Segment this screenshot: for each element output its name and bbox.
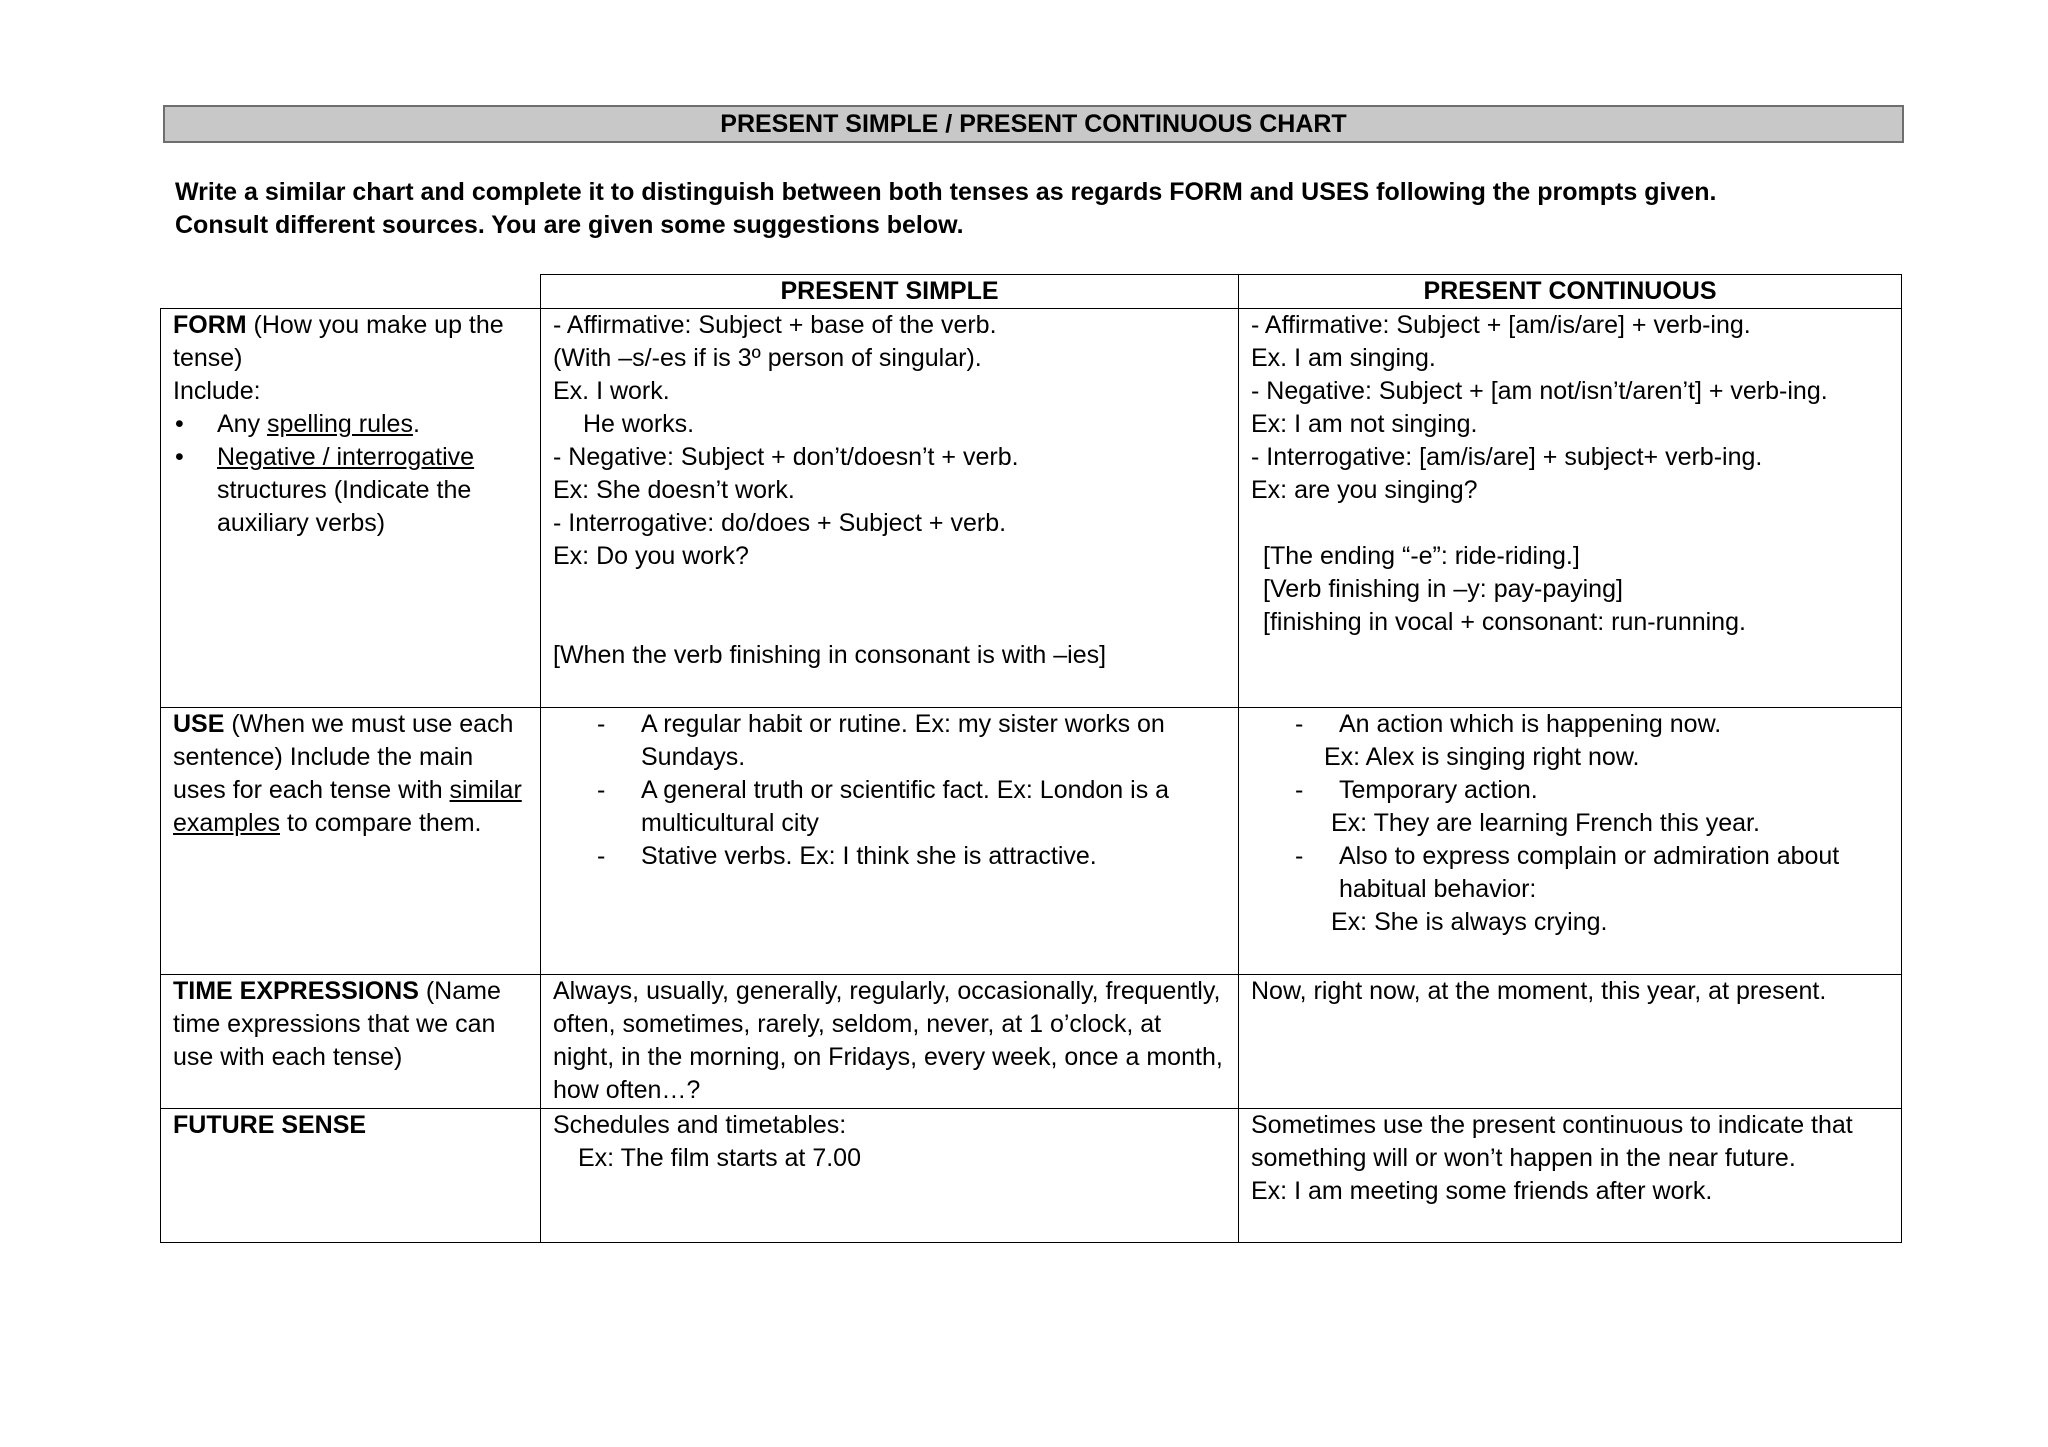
dash-icon: -: [1295, 710, 1304, 738]
form-continuous-cell: [1239, 309, 1902, 708]
use-simple-text: A general truth or scientific fact. Ex: London is a multicultural city: [641, 776, 1170, 837]
use-simple-list: [553, 708, 1226, 873]
use-simple-cell: [541, 708, 1239, 975]
use-label-rest: (When we must use each sentence): [173, 710, 514, 771]
form-continuous-line: [The ending “-e”: ride-riding.]: [1263, 542, 1580, 570]
use-continuous-text: Temporary action.: [1339, 776, 1538, 804]
header-blank-cell: [161, 275, 541, 309]
future-continuous-line: Sometimes use the present continuous to indicate that: [1251, 1111, 1853, 1139]
future-continuous-line: something will or won’t happen in the near future.: [1251, 1144, 1796, 1172]
form-simple-line: (With –s/-es if is 3º person of singular).: [553, 344, 982, 372]
future-label-bold: FUTURE SENSE: [173, 1111, 367, 1139]
form-continuous-line: [finishing in vocal + consonant: run-running.: [1263, 608, 1746, 636]
spacer: [1251, 507, 1889, 540]
form-label-rest: (How you make up the tense): [173, 311, 504, 372]
form-row: [161, 309, 1902, 708]
dash-icon: -: [597, 776, 606, 804]
time-label-cell: [161, 975, 541, 1109]
use-label-line3-post: to compare them.: [280, 809, 482, 837]
form-bullet-item: [173, 441, 528, 540]
dash-icon: -: [1295, 842, 1304, 870]
form-label-cell: [161, 309, 541, 708]
time-label-bold: TIME EXPRESSIONS: [173, 977, 419, 1005]
header-present-continuous: PRESENT CONTINUOUS: [1239, 275, 1902, 309]
dash-icon: -: [1295, 776, 1304, 804]
use-continuous-list: [1251, 774, 1889, 807]
bullet-icon: •: [175, 410, 184, 438]
use-continuous-list: [1251, 708, 1889, 741]
bullet-icon: •: [175, 443, 184, 471]
time-continuous-text: Now, right now, at the moment, this year, at present.: [1251, 977, 1827, 1005]
form-simple-line: - Negative: Subject + don’t/doesn’t + verb.: [553, 443, 1019, 471]
future-continuous-line: Ex: I am meeting some friends after work.: [1251, 1177, 1713, 1205]
use-simple-text: Stative verbs. Ex: I think she is attractive.: [641, 842, 1097, 870]
future-simple-line: Schedules and timetables:: [553, 1111, 847, 1139]
bullet-text: Any: [217, 410, 268, 438]
use-simple-text: A regular habit or rutine. Ex: my sister works on Sundays.: [641, 710, 1165, 771]
spacer: [553, 573, 1226, 606]
use-row: [161, 708, 1902, 975]
use-continuous-example: Ex: They are learning French this year.: [1331, 809, 1760, 837]
use-simple-item: [553, 840, 1226, 873]
use-continuous-example: Ex: Alex is singing right now.: [1324, 743, 1640, 771]
form-simple-line: He works.: [583, 410, 695, 438]
form-continuous-line: - Affirmative: Subject + [am/is/are] + verb-ing.: [1251, 311, 1751, 339]
use-simple-item: [553, 708, 1226, 774]
use-continuous-example: Ex: She is always crying.: [1331, 908, 1608, 936]
time-label-rest: (Name time expressions that we can use with each tense): [173, 977, 501, 1071]
form-simple-line: Ex: She doesn’t work.: [553, 476, 795, 504]
bullet-text: structures (Indicate the auxiliary verbs): [217, 476, 472, 537]
form-simple-line: [When the verb finishing in consonant is with –ies]: [553, 641, 1107, 669]
header-present-simple: PRESENT SIMPLE: [541, 275, 1239, 309]
form-simple-line: Ex. I work.: [553, 377, 670, 405]
form-continuous-line: - Interrogative: [am/is/are] + subject+ verb-ing.: [1251, 443, 1763, 471]
tense-chart-table: [160, 274, 1902, 1243]
spelling-rules-link: spelling rules: [267, 410, 413, 438]
form-continuous-line: [Verb finishing in –y: pay-paying]: [1263, 575, 1623, 603]
use-continuous-list: [1251, 840, 1889, 906]
similar-examples-link: similar examples: [173, 776, 522, 837]
use-continuous-text: Also to express complain or admiration about habitual behavior:: [1339, 842, 1840, 903]
form-simple-cell: [541, 309, 1239, 708]
instruction-line: Consult different sources. You are given some suggestions below.: [175, 211, 964, 239]
instruction-line: Write a similar chart and complete it to distinguish between both tenses as regards FORM and USES following the prompts given.: [175, 178, 1717, 206]
future-row: [161, 1109, 1902, 1243]
bullet-text: .: [412, 410, 420, 438]
instructions: [175, 176, 1875, 242]
form-continuous-line: Ex. I am singing.: [1251, 344, 1436, 372]
use-label-line3: Include the main uses for each tense with: [173, 743, 474, 804]
use-simple-item: [553, 774, 1226, 840]
form-continuous-line: Ex: are you singing?: [1251, 476, 1478, 504]
chart-title: PRESENT SIMPLE / PRESENT CONTINUOUS CHART: [163, 105, 1904, 143]
spacer: [553, 606, 1226, 639]
use-label-cell: [161, 708, 541, 975]
future-simple-cell: [541, 1109, 1239, 1243]
header-row: [161, 275, 1902, 309]
use-label-bold: USE: [173, 710, 225, 738]
use-continuous-item: [1251, 774, 1889, 807]
dash-icon: -: [597, 842, 606, 870]
time-continuous-cell: [1239, 975, 1902, 1109]
use-continuous-cell: [1239, 708, 1902, 975]
form-include: Include:: [173, 377, 261, 405]
form-bullet-list: [173, 408, 528, 540]
negative-interrogative-link: Negative / interrogative: [217, 443, 475, 471]
form-label-bold: FORM: [173, 311, 247, 339]
dash-icon: -: [597, 710, 606, 738]
form-simple-line: - Interrogative: do/does + Subject + verb.: [553, 509, 1007, 537]
use-continuous-text: An action which is happening now.: [1339, 710, 1722, 738]
form-continuous-line: Ex: I am not singing.: [1251, 410, 1478, 438]
form-simple-line: Ex: Do you work?: [553, 542, 749, 570]
use-continuous-item: [1251, 840, 1889, 906]
form-bullet-item: [173, 408, 528, 441]
form-simple-line: - Affirmative: Subject + base of the verb.: [553, 311, 997, 339]
time-simple-text: Always, usually, generally, regularly, occasionally, frequently, often, sometimes, rarely, seldom, never, at 1 o’clock, at night, in the morning, on Fridays, every week, once a month, how often…?: [553, 977, 1223, 1104]
future-continuous-cell: [1239, 1109, 1902, 1243]
future-label-cell: [161, 1109, 541, 1243]
time-simple-cell: [541, 975, 1239, 1109]
form-continuous-line: - Negative: Subject + [am not/isn’t/aren’t] + verb-ing.: [1251, 377, 1828, 405]
future-simple-example: Ex: The film starts at 7.00: [578, 1144, 861, 1172]
use-continuous-item: [1251, 708, 1889, 741]
time-row: [161, 975, 1902, 1109]
